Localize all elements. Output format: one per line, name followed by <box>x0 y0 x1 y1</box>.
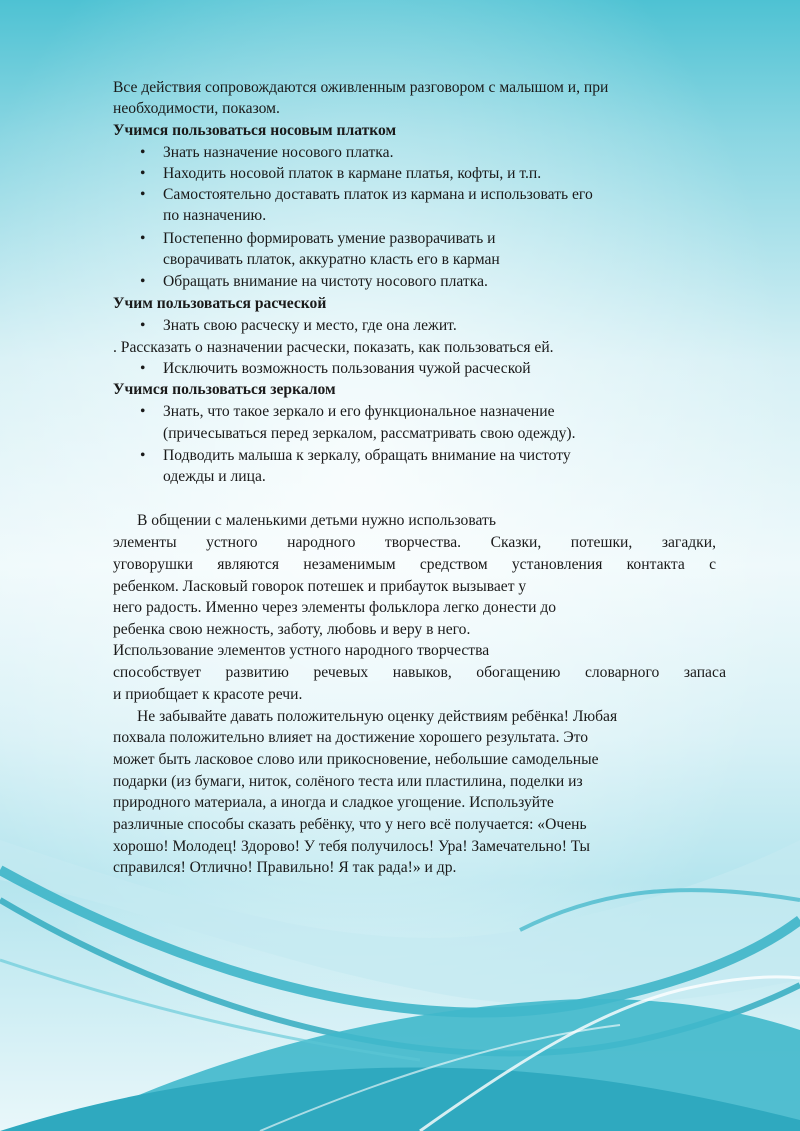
section-heading-mirror: Учимся пользоваться зеркалом <box>113 381 336 398</box>
paragraph-folklore-line: способствует развитию речевых навыков, обогащению словарного запаса <box>113 664 726 681</box>
bullet: • <box>140 186 146 203</box>
paragraph-praise-line: различные способы сказать ребёнку, что у него всё получается: «Очень <box>113 816 587 833</box>
paragraph-folklore-line: и приобщает к красоте речи. <box>113 686 303 703</box>
paragraph-folklore-line: уговорушки являются незаменимым средством установления контакта с <box>113 556 716 573</box>
intro-line-2: необходимости, показом. <box>113 100 280 117</box>
intro-line-1: Все действия сопровождаются оживленным разговором с малышом и, при <box>113 79 609 96</box>
paragraph-praise-line: хорошо! Молодец! Здорово! У тебя получилось! Ура! Замечательно! Ты <box>113 838 591 855</box>
list-item-continuation: по назначению. <box>163 207 267 224</box>
bullet: • <box>140 360 146 377</box>
bullet: • <box>140 447 146 464</box>
paragraph-folklore-line: него радость. Именно через элементы фольклора легко донести до <box>113 599 557 616</box>
list-item: Знать назначение носового платка. <box>163 144 394 161</box>
paragraph-folklore-line: элементы устного народного творчества. Сказки, потешки, загадки, <box>113 534 716 551</box>
paragraph-praise-line: подарки (из бумаги, ниток, солёного теста или пластилина, поделки из <box>113 773 583 790</box>
paragraph-praise-line: справился! Отлично! Правильно! Я так рада!» и др. <box>113 859 457 876</box>
list-item: Постепенно формировать умение разворачивать и <box>163 230 496 247</box>
paragraph-praise-line: похвала положительно влияет на достижение хорошего результата. Это <box>113 729 589 746</box>
bullet: • <box>140 403 146 420</box>
list-item-continuation: сворачивать платок, аккуратно класть его в карман <box>163 251 500 268</box>
paragraph-folklore-line: ребенком. Ласковый говорок потешек и прибауток вызывает у <box>113 578 527 595</box>
paragraph-folklore-line: ребенка свою нежность, заботу, любовь и веру в него. <box>113 621 471 638</box>
list-item: Находить носовой платок в кармане платья, кофты, и т.п. <box>163 165 542 182</box>
paragraph-folklore-line: В общении с маленькими детьми нужно использовать <box>137 512 496 529</box>
bullet: • <box>140 144 146 161</box>
section-heading-handkerchief: Учимся пользоваться носовым платком <box>113 122 397 139</box>
list-item: Самостоятельно доставать платок из кармана и использовать его <box>163 186 593 203</box>
list-item: Обращать внимание на чистоту носового платка. <box>163 273 488 290</box>
paragraph-praise-line: Не забывайте давать положительную оценку действиям ребёнка! Любая <box>137 708 618 725</box>
bullet: • <box>140 273 146 290</box>
list-item: Знать, что такое зеркало и его функциональное назначение <box>163 403 555 420</box>
comb-note: . Рассказать о назначении расчески, показать, как пользоваться ей. <box>113 339 554 356</box>
list-item: Подводить малыша к зеркалу, обращать внимание на чистоту <box>163 447 571 464</box>
bullet: • <box>140 165 146 182</box>
list-item: Знать свою расческу и место, где она лежит. <box>163 317 457 334</box>
paragraph-folklore-line: Использование элементов устного народного творчества <box>113 642 490 659</box>
bullet: • <box>140 230 146 247</box>
list-item: Исключить возможность пользования чужой расческой <box>163 360 531 377</box>
section-heading-comb: Учим пользоваться расческой <box>113 295 327 312</box>
paragraph-praise-line: природного материала, а иногда и сладкое угощение. Используйте <box>113 794 554 811</box>
list-item-continuation: одежды и лица. <box>163 468 266 485</box>
paragraph-praise-line: может быть ласковое слово или прикосновение, небольшие самодельные <box>113 751 599 768</box>
list-item-continuation: (причесываться перед зеркалом, рассматривать свою одежду). <box>163 425 576 442</box>
bullet: • <box>140 317 146 334</box>
